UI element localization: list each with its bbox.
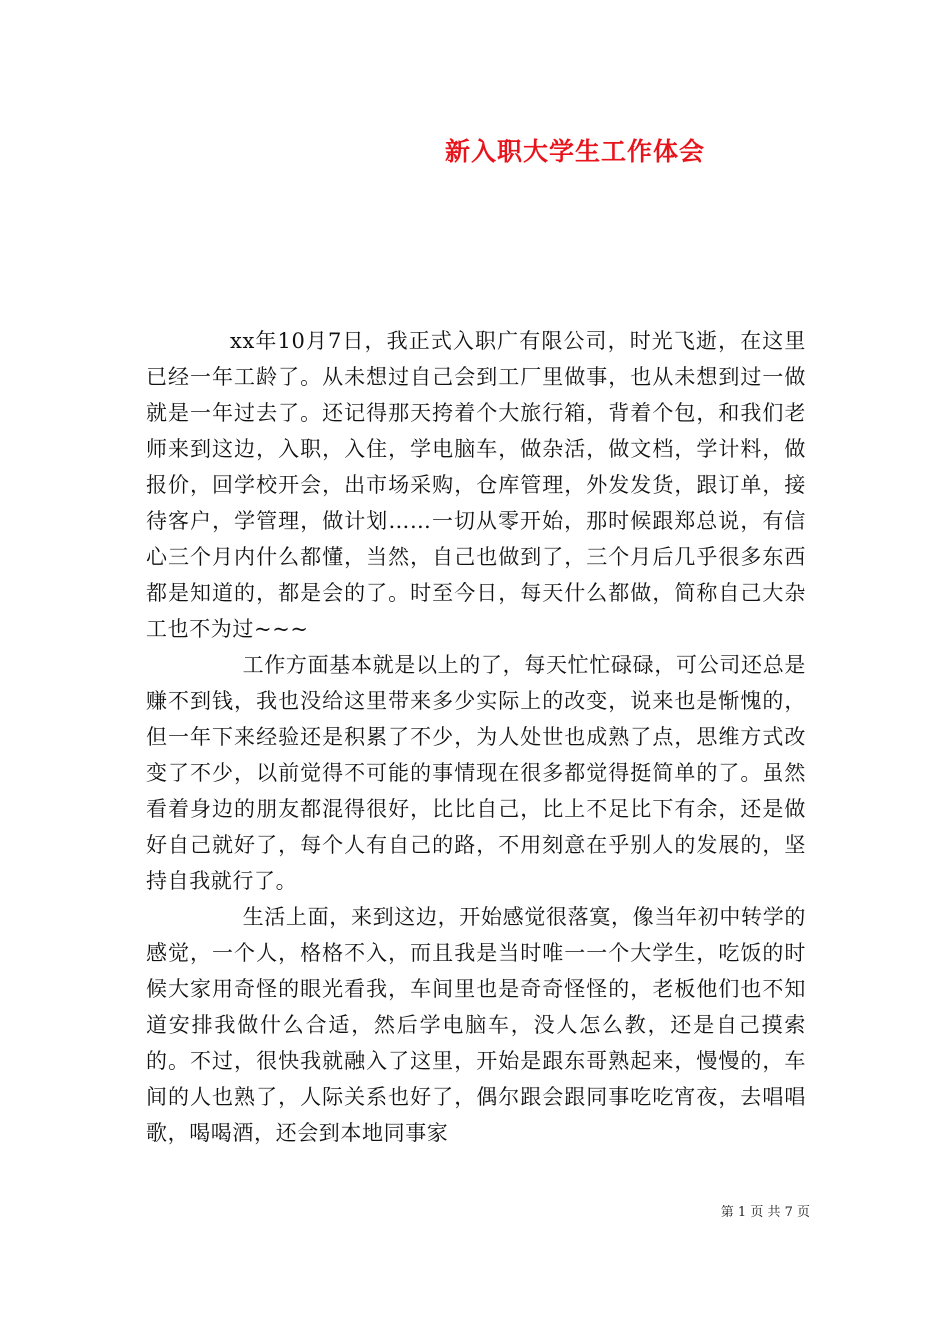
document-body [146, 323, 806, 1151]
paragraph: 生活上面，来到这边，开始感觉很落寞，像当年初中转学的感觉，一个人，格格不入，而且我是当时唯一一个大学生，吃饭的时候大家用奇怪的眼光看我，车间里也是奇奇怪怪的，老板他们也不知道安排我做什么合适，然后学电脑车，没人怎么教，还是自己摸索的。不过，很快我就融入了这里，开始是跟东哥熟起来，慢慢的，车间的人也熟了，人际关系也好了，偶尔跟会跟同事吃吃宵夜，去唱唱歌，喝喝酒，还会到本地同事家 [146, 905, 806, 1145]
paragraph: xx年10月7日，我正式入职广有限公司，时光飞逝，在这里已经一年工龄了。从未想过自己会到工厂里做事，也从未想到过一做就是一年过去了。还记得那天挎着个大旅行箱，背着个包，和我们老师来到这边，入职，入住，学电脑车，做杂活，做文档，学计料，做报价，回学校开会，出市场采购，仓库管理，外发发货，跟订单，接待客户，学管理，做计划……一切从零开始，那时候跟郑总说，有信心三个月内什么都懂，当然，自己也做到了，三个月后几乎很多东西都是知道的，都是会的了。时至今日，每天什么都做，简称自己大杂工也不为过~~~ [146, 329, 806, 641]
paragraph: 工作方面基本就是以上的了，每天忙忙碌碌，可公司还总是赚不到钱，我也没给这里带来多少实际上的改变，说来也是惭愧的，但一年下来经验还是积累了不少，为人处世也成熟了点，思维方式改变了不少，以前觉得不可能的事情现在很多都觉得挺简单的了。虽然看着身边的朋友都混得很好，比比自己，比上不足比下有余，还是做好自己就好了，每个人有自己的路，不用刻意在乎别人的发展的，坚持自我就行了。 [146, 653, 806, 893]
document-title [0, 134, 950, 170]
page-number-footer: 第 1 页 共 7 页 [720, 1205, 810, 1220]
document-title-text: 新入职大学生工作体会 [444, 137, 705, 166]
